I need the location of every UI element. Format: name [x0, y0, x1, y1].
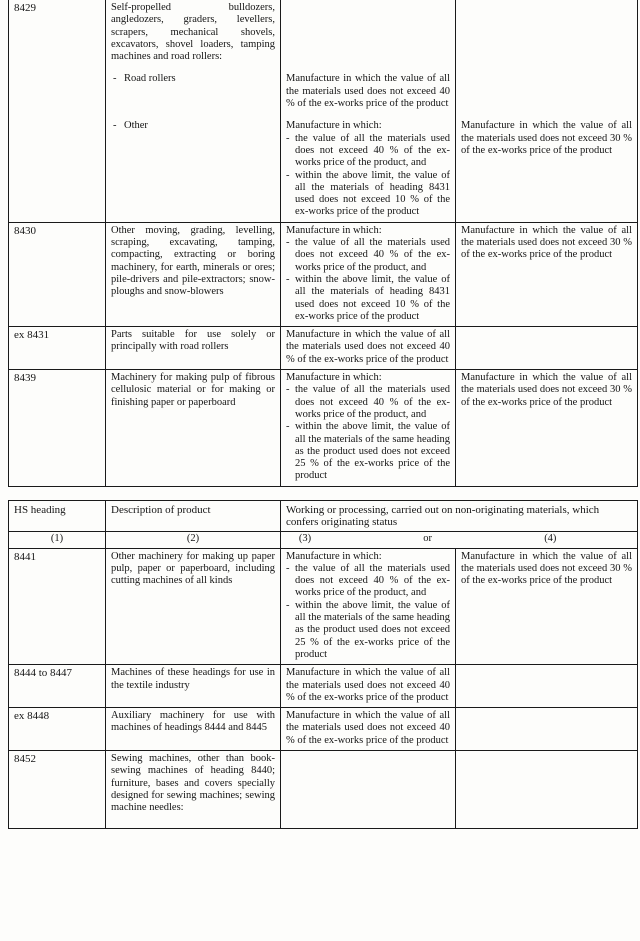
rule-bullet [286, 384, 450, 421]
product-description: Machines of these headings for use in the textile industry [111, 667, 275, 691]
or-label: or [423, 533, 433, 545]
cell-hs-heading [9, 665, 106, 708]
rule-intro: Manufacture in which: [286, 224, 382, 236]
hs-heading: 8452 [14, 753, 36, 766]
rule-bullet-text: within the above limit, the value of all the materials of heading 8431 used does not exceed 10 % of the ex-works price of the product [295, 169, 450, 218]
table-row-8439 [9, 370, 638, 487]
product-description: Other moving, grading, levelling, scraping, excavating, tamping, compacting, extracting or boring machinery, for earth, minerals or ores; pile-drivers and pile-extractors; snow-ploughs and snow-blowers [111, 224, 275, 298]
rule-intro: Manufacture in which: [286, 120, 382, 132]
origin-rules-table-lower [8, 500, 638, 829]
rule-text: Manufacture in which the value of all the materials used does not exceed 40 % of the ex-works price of the product [286, 73, 450, 110]
product-description: Self-propelled bulldozers, angledozers, graders, levellers, scrapers, mechanical shovels, excavators, shovel loaders, tamping machines and road rollers: [111, 2, 275, 63]
dash-marker: - [286, 273, 290, 285]
cell-hs-heading [9, 751, 106, 829]
cell-description [106, 0, 281, 66]
sub-item-label: Other [124, 120, 148, 132]
column-number: (2) [186, 533, 200, 545]
rule-bullet-text: within the above limit, the value of all the materials of the same heading as the product used does not exceed 25 % of the ex-works price of the product [295, 421, 450, 482]
origin-rules-table-upper [8, 0, 638, 487]
table-row-8429-road-rollers [9, 66, 638, 113]
product-description: Machinery for making pulp of fibrous cellulosic material or for making or finishing paper or paperboard [111, 372, 275, 408]
header-label: HS heading [14, 503, 66, 516]
cell-hs-heading [9, 327, 106, 370]
column-number: (3) [298, 533, 312, 545]
product-description: Parts suitable for use solely or principally with road rollers [111, 329, 275, 353]
header-cell-n1 [9, 532, 106, 548]
dash-marker: - [286, 384, 290, 396]
rule-bullet [286, 421, 450, 482]
rule-text: Manufacture in which the value of all the materials used does not exceed 40 % of the ex-works price of the product [286, 329, 450, 365]
rule-bullet [286, 600, 450, 661]
product-description: Auxiliary machinery for use with machines of headings 8444 and 8445 [111, 710, 275, 734]
rule-bullet-text: within the above limit, the value of all the materials of the same heading as the product used does not exceed 25 % of the ex-works price of the product [295, 599, 450, 660]
header-cell-hs-heading [9, 500, 106, 532]
hs-heading: ex 8448 [14, 710, 50, 723]
column-number: (1) [50, 533, 64, 545]
rule-text: Manufacture in which the value of all the materials used does not exceed 30 % of the ex-works price of the product [461, 550, 632, 587]
cell-description [106, 222, 281, 326]
rule-bullet-text: the value of all the materials used does not exceed 40 % of the ex-works price of the product, and [295, 384, 450, 420]
header-cell-description [106, 500, 281, 532]
rule-text: Manufacture in which the value of all the materials used does not exceed 30 % of the ex-works price of the product [461, 224, 632, 261]
table-row-8429 [9, 0, 638, 66]
table-row-8441 [9, 548, 638, 665]
hs-heading: 8429 [14, 2, 36, 14]
rule-bullet-text: the value of all the materials used does not exceed 40 % of the ex-works price of the product, and [295, 132, 450, 169]
rule-bullet [286, 237, 450, 274]
table-row-8444-8447 [9, 665, 638, 708]
hs-heading: 8439 [14, 372, 36, 385]
rule-bullet-text: the value of all the materials used does not exceed 40 % of the ex-works price of the product, and [295, 237, 450, 273]
dash-marker: - [113, 73, 117, 85]
empty-cell [281, 0, 456, 66]
empty-cell [456, 66, 638, 113]
table-row-8452 [9, 751, 638, 829]
empty-cell [456, 751, 638, 829]
cell-rule-col3 [281, 222, 456, 326]
cell-hs-heading [9, 548, 106, 665]
empty-cell [281, 751, 456, 829]
dash-marker: - [113, 120, 117, 132]
rule-text: Manufacture in which the value of all the materials used does not exceed 40 % of the ex-works price of the product [286, 710, 450, 746]
cell-description [106, 708, 281, 751]
empty-cell [456, 327, 638, 370]
table-row-8430 [9, 222, 638, 326]
cell-hs-heading [9, 0, 106, 66]
product-description: Other machinery for making up paper pulp, paper or paperboard, including cutting machines of all kinds [111, 550, 275, 587]
header-cell-n2 [106, 532, 281, 548]
table-row-8429-other [9, 113, 638, 222]
cell-hs-heading [9, 708, 106, 751]
header-cell-working-processing [281, 500, 638, 532]
header-cell-n3-or-n4 [281, 532, 638, 548]
cell-rule-col3 [281, 708, 456, 751]
sub-item [111, 120, 275, 132]
cell-description [106, 548, 281, 665]
empty-cell [9, 66, 106, 113]
rule-bullet-text: the value of all the materials used does not exceed 40 % of the ex-works price of the product, and [295, 562, 450, 599]
cell-rule-col3 [281, 548, 456, 665]
cell-rule-col4 [456, 370, 638, 487]
rule-text: Manufacture in which the value of all the materials used does not exceed 40 % of the ex-works price of the product [286, 667, 450, 703]
rule-bullet [286, 274, 450, 323]
hs-heading: 8430 [14, 224, 36, 237]
rule-bullet [286, 133, 450, 170]
empty-cell [456, 665, 638, 708]
header-label: Description of product [111, 503, 211, 516]
column-number: (4) [544, 533, 557, 545]
cell-description [106, 66, 281, 113]
table-row-ex8431 [9, 327, 638, 370]
table-gap [8, 487, 637, 500]
cell-description [106, 327, 281, 370]
cell-rule-col3 [281, 113, 456, 222]
empty-cell [456, 708, 638, 751]
cell-rule-col3 [281, 66, 456, 113]
dash-marker: - [286, 562, 290, 574]
cell-rule-col3 [281, 665, 456, 708]
cell-rule-col4 [456, 222, 638, 326]
rule-text: Manufacture in which the value of all the materials used does not exceed 30 % of the ex-works price of the product [461, 372, 632, 408]
product-description: Sewing machines, other than book-sewing machines of heading 8440; furniture, bases and covers specially designed for sewing machines; sewing machine needles: [111, 753, 275, 814]
header-number-row [9, 532, 638, 548]
header-label: Working or processing, carried out on non-originating materials, which confers originating status [286, 503, 600, 528]
rule-bullet [286, 170, 450, 219]
dash-marker: - [286, 599, 290, 611]
dash-marker: - [286, 421, 290, 433]
empty-cell [456, 0, 638, 66]
hs-heading: ex 8431 [14, 329, 50, 342]
cell-description [106, 665, 281, 708]
cell-hs-heading [9, 222, 106, 326]
empty-cell [9, 113, 106, 222]
dash-marker: - [286, 237, 290, 249]
sub-item-label: Road rollers [124, 73, 176, 85]
cell-rule-col4 [456, 113, 638, 222]
rule-text: Manufacture in which the value of all the materials used does not exceed 30 % of the ex-works price of the product [461, 120, 632, 156]
header-row [9, 500, 638, 532]
cell-description [106, 751, 281, 829]
rule-intro: Manufacture in which: [286, 372, 382, 384]
cell-rule-col4 [456, 548, 638, 665]
cell-rule-col3 [281, 370, 456, 487]
hs-heading: 8441 [14, 550, 36, 563]
cell-description [106, 113, 281, 222]
table-row-ex8448 [9, 708, 638, 751]
cell-hs-heading [9, 370, 106, 487]
sub-item [111, 73, 275, 85]
rule-bullet [286, 563, 450, 600]
dash-marker: - [286, 169, 290, 181]
cell-description [106, 370, 281, 487]
dash-marker: - [286, 132, 290, 144]
rule-bullet-text: within the above limit, the value of all the materials of heading 8431 used does not exceed 10 % of the ex-works price of the product [295, 273, 450, 322]
rule-intro: Manufacture in which: [286, 550, 382, 562]
cell-rule-col3 [281, 327, 456, 370]
column-numbers-3-4 [285, 533, 633, 545]
hs-heading: 8444 to 8447 [14, 667, 73, 680]
